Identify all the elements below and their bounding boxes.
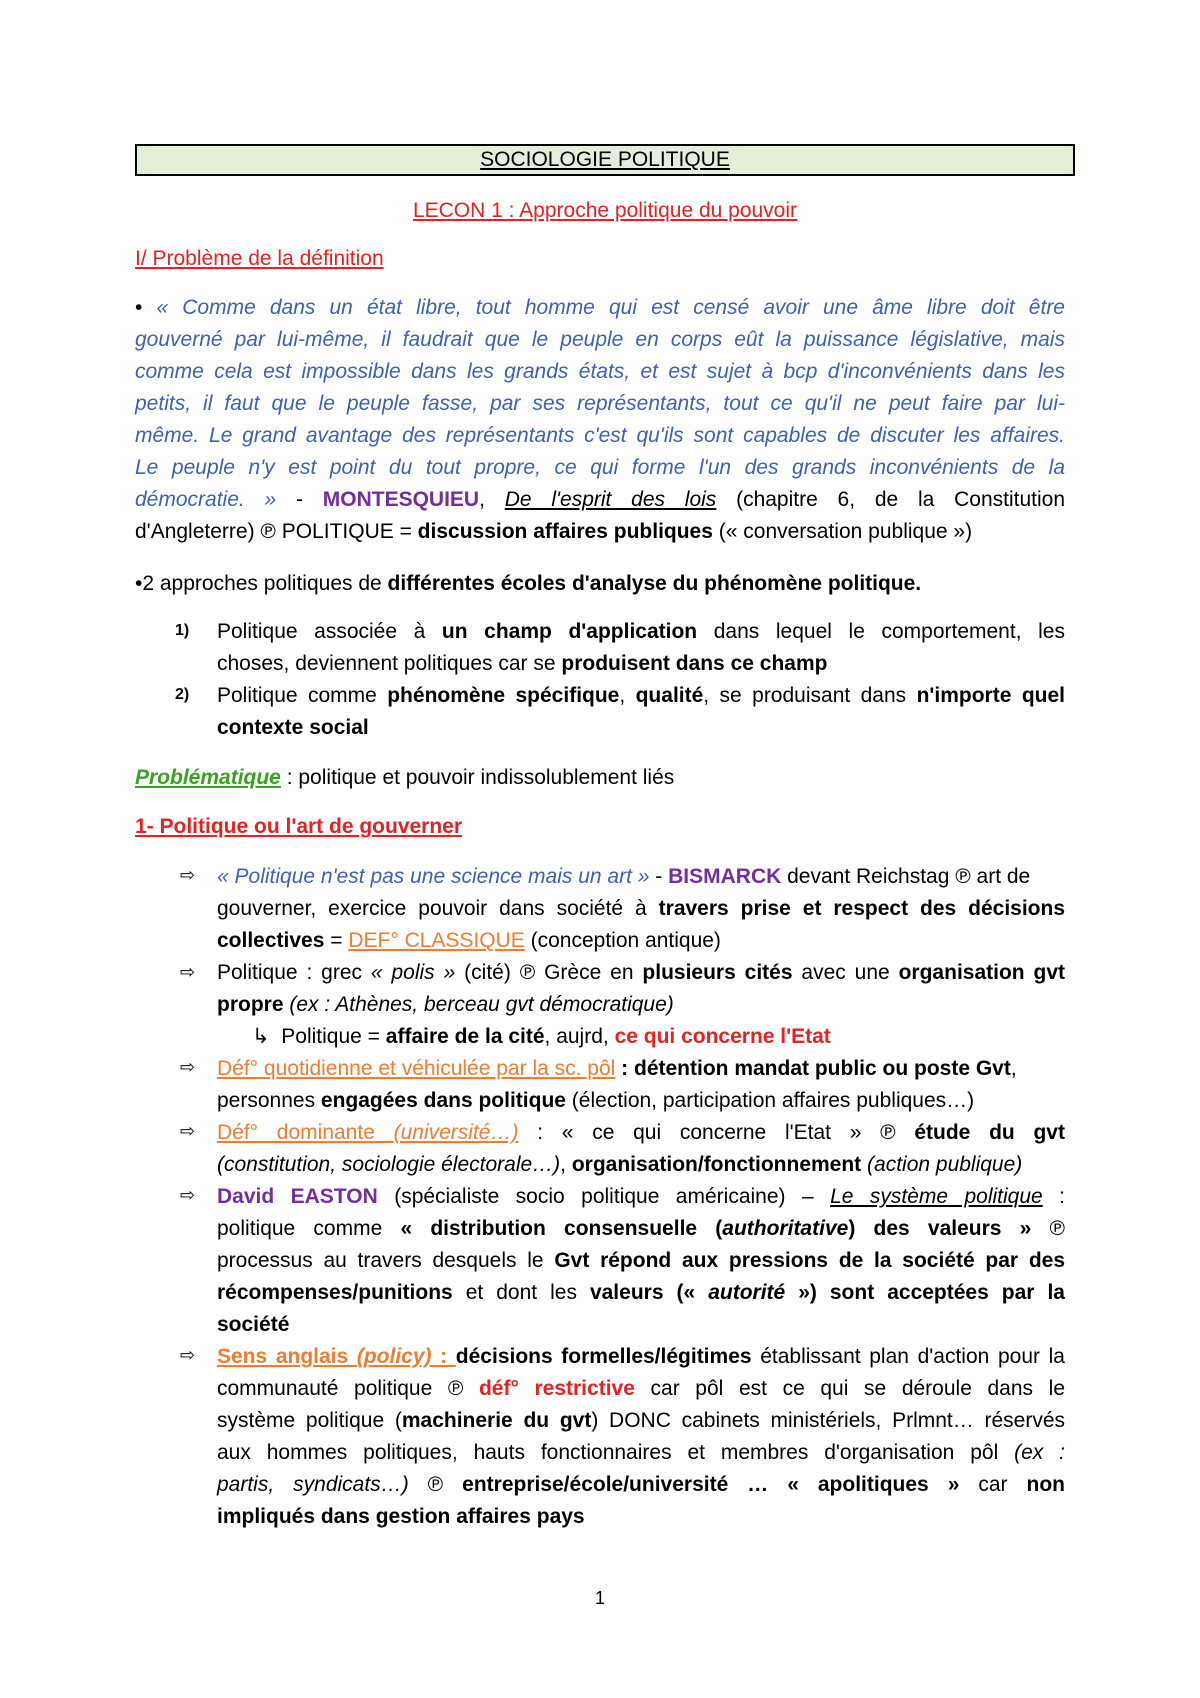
problematique: Problématique : politique et pouvoir indissolublement liés [135,766,675,789]
list-number: 1) [175,622,190,639]
arrow-item-cont: communauté politique ℗ déf° restrictive car pôl est ce qui se déroule dans le [217,1377,1065,1400]
quote-line: même. Le grand avantage des représentants c'est qu'ils sont capables de discuter les affaires. [135,424,1065,447]
arrow-item-cont: propre (ex : Athènes, berceau gvt démocratique) [217,993,674,1016]
arrow-item-cont: processus au travers desquels le Gvt répond aux pressions de la société par des [217,1249,1066,1272]
arrow-item: Déf° quotidienne et véhiculée par la sc. pôl : détention mandat public ou poste Gvt, [217,1057,1017,1080]
quote-line: petits, il faut que le peuple fasse, par ses représentants, tout ce qu'il ne peut faire par lui- [135,392,1065,415]
arrow-item-cont: gouverner, exercice pouvoir dans société à travers prise et respect des décisions [217,897,1065,920]
politique-definition: d'Angleterre) ℗ POLITIQUE = discussion affaires publiques (« conversation publique ») [135,520,973,543]
section-heading-art-de-gouverner: 1- Politique ou l'art de gouverner [135,815,463,838]
arrow-item-cont: politique comme « distribution consensuelle (authoritative) des valeurs » ℗ [217,1217,1065,1240]
approaches-intro: •2 approches politiques de différentes écoles d'analyse du phénomène politique. [135,572,922,595]
quote-line: gouverné par lui-même, il faudrait que le peuple en corps eût la puissance législative, mais [135,328,1065,351]
arrow-item-cont: (constitution, sociologie électorale…), organisation/fonctionnement (action publique) [217,1153,1023,1176]
list-item: Politique associée à un champ d'application dans lequel le comportement, les [217,620,1065,643]
arrow-icon: ⇨ [180,1345,196,1365]
arrow-item: Politique : grec « polis » (cité) ℗ Grèce en plusieurs cités avec une organisation gvt [217,961,1066,984]
arrow-item: « Politique n'est pas une science mais un art » - BISMARCK devant Reichstag ℗ art de [217,865,1031,888]
return-arrow-icon: ↳ [252,1025,270,1048]
arrow-item-cont: système politique (machinerie du gvt) DONC cabinets ministériels, Prlmnt… réservés [217,1409,1066,1432]
quote-attribution: démocratie. » - MONTESQUIEU, De l'esprit des lois (chapitre 6, de la Constitution [135,488,1066,511]
list-item-cont: choses, deviennent politiques car se produisent dans ce champ [217,652,828,675]
section-heading-definition: I/ Problème de la définition [135,247,384,270]
arrow-item-cont: personnes engagées dans politique (élection, participation affaires publiques…) [217,1089,975,1112]
arrow-item: Déf° dominante (université…) : « ce qui concerne l'Etat » ℗ étude du gvt [217,1121,1065,1144]
list-number: 2) [175,686,190,703]
page-number: 1 [594,1588,605,1608]
arrow-icon: ⇨ [180,962,196,982]
arrow-item-cont: collectives = DEF° CLASSIQUE (conception antique) [217,929,721,952]
arrow-item-cont: société [217,1313,290,1336]
arrow-icon: ⇨ [180,1057,196,1077]
list-item: Politique comme phénomène spécifique, qualité, se produisant dans n'importe quel [217,684,1065,707]
arrow-item-cont: impliqués dans gestion affaires pays [217,1505,585,1528]
arrow-item-cont: aux hommes politiques, hauts fonctionnaires et membres d'organisation pôl (ex : [217,1441,1066,1464]
sub-item: ↳ Politique = affaire de la cité, aujrd, ce qui concerne l'Etat [252,1025,831,1048]
quote-line: • « Comme dans un état libre, tout homme qui est censé avoir une âme libre doit être [135,296,1065,319]
quote-line: Le peuple n'y est point du tout propre, ce qui forme l'un des grands inconvénients de la [135,456,1065,479]
arrow-item: David EASTON (spécialiste socio politique américaine) – Le système politique : [217,1185,1066,1208]
arrow-icon: ⇨ [180,1121,196,1141]
arrow-item: Sens anglais (policy) : décisions formelles/légitimes établissant plan d'action pour la [217,1345,1065,1368]
arrow-item-cont: partis, syndicats…) ℗ entreprise/école/université … « apolitiques » car non [217,1473,1065,1496]
list-item-cont: contexte social [217,716,369,739]
arrow-icon: ⇨ [180,865,196,885]
quote-line: comme cela est impossible dans les grands états, et est sujet à bcp d'inconvénients dans les [135,360,1065,383]
lesson-title: LECON 1 : Approche politique du pouvoir [412,199,798,222]
arrow-icon: ⇨ [180,1185,196,1205]
arrow-item-cont: récompenses/punitions et dont les valeurs (« autorité ») sont acceptées par la [217,1281,1065,1304]
document-title: SOCIOLOGIE POLITIQUE [135,144,1075,176]
